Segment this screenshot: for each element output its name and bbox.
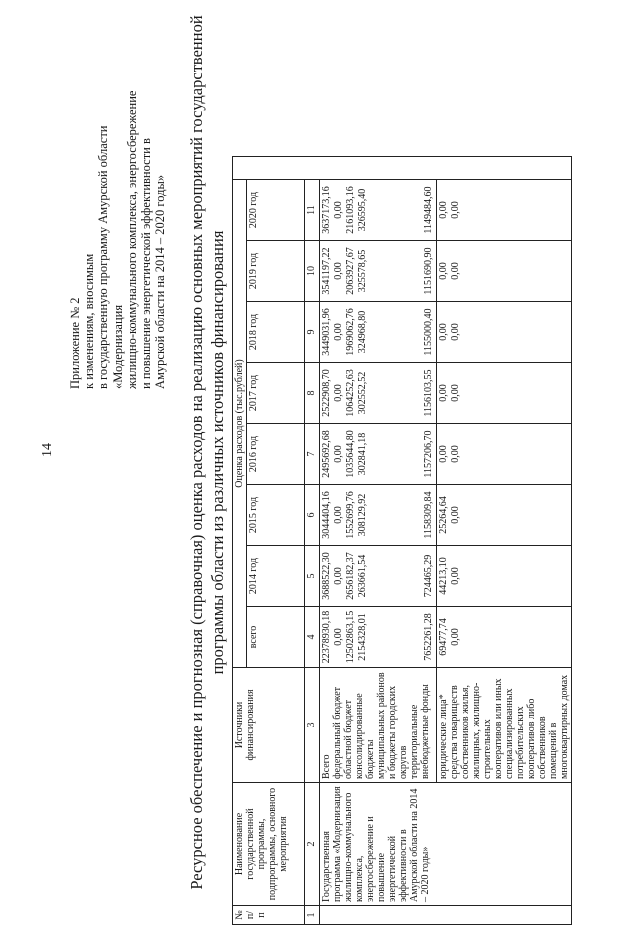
header-year: 2019 год [247, 241, 305, 302]
appendix-line: «Модернизация [110, 304, 125, 389]
value: 308129,92 [357, 493, 368, 537]
value: 302841,18 [357, 432, 368, 476]
column-number: 10 [305, 241, 320, 302]
source-item: средства товариществ собственников жилья, жилищных, жилищно-строительных кооперативов или иных специализированных потребительских кооперативов либо собственников помещений в многоквартирных домах [449, 674, 570, 779]
value: 0,00 [450, 628, 461, 646]
value: 0,00 [333, 201, 344, 219]
value: 263661,54 [357, 554, 368, 598]
source-item: юридические лица* [438, 694, 449, 779]
value-cell [320, 180, 437, 241]
value: 0,00 [438, 445, 449, 463]
value: 1552699,76 [345, 491, 356, 539]
value-cell [320, 485, 437, 546]
value: 7652261,28 [423, 613, 434, 661]
value: 0,00 [438, 323, 449, 341]
value: 0,00 [450, 201, 461, 219]
value: 324968,80 [357, 310, 368, 354]
column-number: 6 [305, 485, 320, 546]
column-number: 8 [305, 363, 320, 424]
value: 0,00 [438, 384, 449, 402]
value: 0,00 [438, 201, 449, 219]
value: 1151690,90 [423, 247, 434, 295]
value: 0,00 [333, 628, 344, 646]
value: 1156103,55 [423, 369, 434, 417]
program-name: Государственная программа «Модернизация жилищно-коммунального комплекса, энергосбережение и повышение энергетической эффективности в Амурской области на 2014 – 2020 годы» [320, 783, 572, 906]
column-number: 1 [305, 906, 320, 925]
source-item: областной бюджет [343, 699, 354, 779]
value-cell [437, 302, 572, 363]
value: 0,00 [450, 445, 461, 463]
header-year: 2016 год [247, 424, 305, 485]
value-cell [437, 363, 572, 424]
source-cell [437, 668, 572, 783]
financing-table [232, 156, 572, 925]
row-number [320, 906, 572, 925]
appendix-line: Приложение № 2 [68, 297, 82, 389]
value-cell [437, 485, 572, 546]
header-source: Источники финансирования [233, 668, 305, 783]
value: 3637173,16 [321, 186, 332, 234]
value: 0,00 [333, 506, 344, 524]
value: 302552,52 [357, 371, 368, 415]
column-number: 4 [305, 607, 320, 668]
value-cell [437, 424, 572, 485]
page-number: 14 [40, 443, 55, 457]
value: 724465,29 [423, 554, 434, 598]
value: 0,00 [333, 445, 344, 463]
source-item: консолидированные бюджеты муниципальных районов и бюджеты городских округов [354, 672, 409, 779]
value: 326595,40 [357, 188, 368, 232]
header-year: 2014 год [247, 546, 305, 607]
value: 12502863,15 [345, 610, 356, 664]
value: 0,00 [450, 323, 461, 341]
title-line: программы области из различных источников финансирования [208, 230, 227, 675]
value: 1157206,70 [423, 430, 434, 478]
appendix-line: Амурской области на 2014 – 2020 годы» [153, 174, 168, 389]
column-number: 11 [305, 180, 320, 241]
column-number: 7 [305, 424, 320, 485]
value: 0,00 [438, 262, 449, 280]
header-estimate: Оценка расходов (тыс.рублей) [233, 180, 247, 668]
value: 0,00 [450, 567, 461, 585]
value-cell [320, 363, 437, 424]
value: 1158309,84 [423, 491, 434, 539]
header-total: всего [247, 607, 305, 668]
value: 1064252,63 [345, 369, 356, 417]
value: 2063927,67 [345, 247, 356, 295]
value-cell [437, 546, 572, 607]
header-year: 2018 год [247, 302, 305, 363]
value: 0,00 [333, 262, 344, 280]
value: 2522908,70 [321, 369, 332, 417]
title-line: Ресурсное обеспечение и прогнозная (справочная) оценка расходов на реализацию основных мероприятий государственной [187, 15, 206, 890]
value: 0,00 [333, 323, 344, 341]
value-cell [320, 241, 437, 302]
value: 3688522,30 [321, 552, 332, 600]
value: 3449031,96 [321, 308, 332, 356]
header-year: 2015 год [247, 485, 305, 546]
table-row [320, 157, 437, 925]
value: 0,00 [450, 506, 461, 524]
source-item: федеральный бюджет [332, 686, 343, 779]
header-name: Наименование государственной программы, подпрограммы, основного мероприятия [233, 783, 305, 906]
header-year: 2020 год [247, 180, 305, 241]
value-cell [320, 546, 437, 607]
value: 1035644,80 [345, 430, 356, 478]
source-item: Всего [321, 754, 332, 779]
appendix-note [68, 29, 167, 389]
value: 3044404,16 [321, 491, 332, 539]
value: 1149484,60 [423, 186, 434, 234]
value-cell [437, 241, 572, 302]
value: 2161093,16 [345, 186, 356, 234]
value-cell [320, 607, 437, 668]
column-number: 5 [305, 546, 320, 607]
value: 2495692,68 [321, 430, 332, 478]
value-cell [437, 607, 572, 668]
column-number: 9 [305, 302, 320, 363]
value-cell [320, 424, 437, 485]
appendix-line: и повышение энергетической эффективности в [139, 138, 154, 389]
header-no: № п/п [233, 906, 305, 925]
value: 22378930,18 [321, 610, 332, 664]
value: 2154328,01 [357, 613, 368, 661]
value: 0,00 [333, 567, 344, 585]
value: 1969062,76 [345, 308, 356, 356]
value: 3541197,22 [321, 247, 332, 295]
appendix-line: жилищно-коммунального комплекса, энергосбережение [124, 90, 139, 389]
column-number: 3 [305, 668, 320, 783]
source-item: территориальные внебюджетные фонды [409, 684, 431, 779]
header-year: 2017 год [247, 363, 305, 424]
appendix-line: в государственную программу Амурской области [96, 125, 111, 389]
source-cell [320, 668, 437, 783]
column-number: 2 [305, 783, 320, 906]
value: 0,00 [450, 262, 461, 280]
appendix-line: к изменениям, вносимым [82, 253, 97, 389]
value: 0,00 [333, 384, 344, 402]
value: 2656182,37 [345, 552, 356, 600]
value: 25264,64 [438, 496, 449, 534]
document-title [186, 0, 228, 905]
value: 69477,74 [438, 618, 449, 656]
table-edge-cell [233, 157, 572, 180]
value: 325578,65 [357, 249, 368, 293]
value: 1155000,40 [423, 308, 434, 356]
value: 0,00 [450, 384, 461, 402]
value: 44213,10 [438, 557, 449, 595]
column-number-row [305, 157, 320, 925]
value-cell [437, 180, 572, 241]
value-cell [320, 302, 437, 363]
